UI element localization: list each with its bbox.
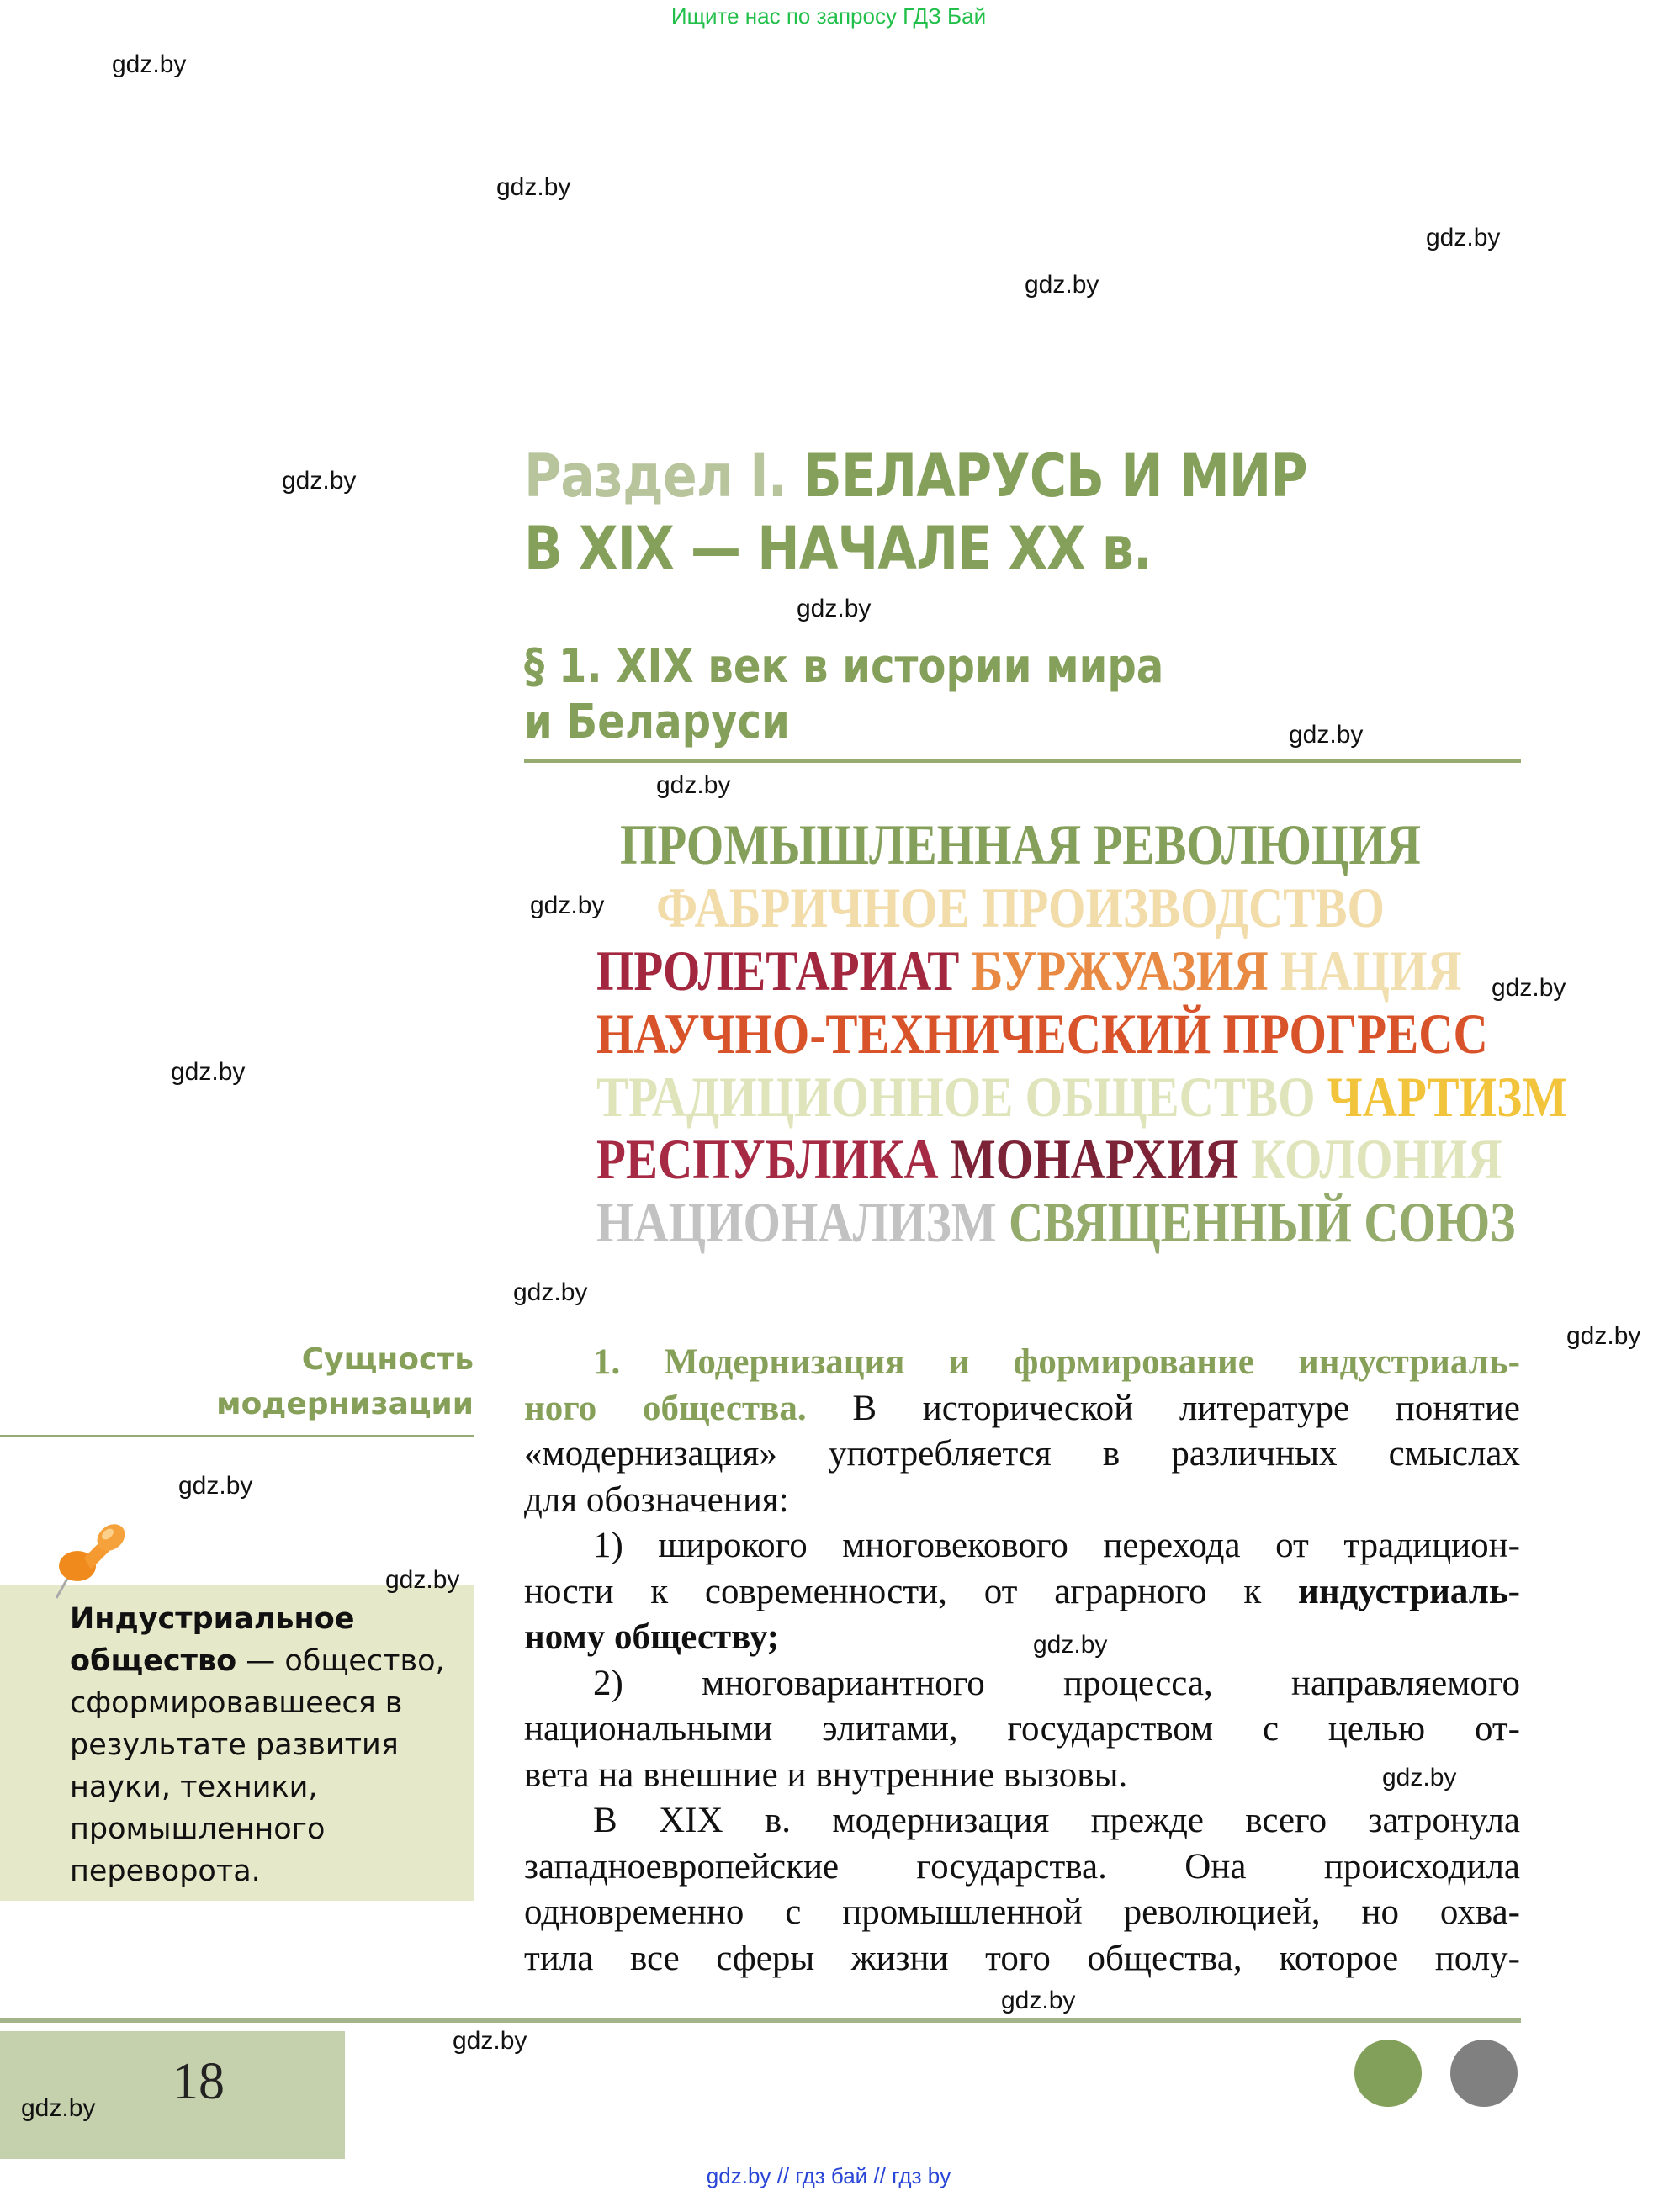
word-cloud-line — [596, 1190, 1516, 1254]
word-cloud-term: НАЦИОНАЛИЗМ — [596, 1190, 997, 1254]
page-number: 18 — [172, 2053, 225, 2110]
section-title-line2: В XIX — НАЧАЛЕ XX в. — [524, 514, 1152, 583]
watermark: gdz.by — [178, 1472, 253, 1500]
sidebar-divider — [0, 1435, 474, 1437]
watermark: gdz.by — [530, 892, 605, 919]
text-line: В XIX в. модернизация прежде всего затронула — [593, 1801, 1520, 1840]
sidebar-heading-line2: модернизации — [216, 1387, 474, 1421]
watermark: gdz.by — [282, 467, 357, 495]
paragraph-title-line1: § 1. XIX век в истории мира — [524, 639, 1164, 694]
subheading-end: ного общества. — [524, 1388, 807, 1428]
word-cloud-term: НАЦИЯ — [1280, 939, 1462, 1003]
bold-term: индустриаль- — [1298, 1571, 1520, 1611]
watermark: gdz.by — [1426, 224, 1501, 251]
text-line — [524, 1569, 1520, 1616]
word-cloud-term: ЧАРТИЗМ — [1327, 1065, 1568, 1129]
word-cloud-term: БУРЖУАЗИЯ — [971, 939, 1269, 1003]
watermark: gdz.by — [112, 50, 187, 78]
definition-text — [70, 1598, 465, 1892]
text-line: национальными элитами, государством с целью от- — [524, 1709, 1520, 1749]
bottom-links[interactable]: gdz.by // гдз бай // гдз by — [706, 2163, 951, 2188]
text-line: 1) широкого многовекового перехода от традицион- — [593, 1526, 1520, 1565]
green-circle-icon — [1354, 2040, 1422, 2107]
text-line: для обозначения: — [524, 1479, 789, 1520]
text-line: 2) многовариантного процесса, направляемого — [593, 1663, 1520, 1703]
definition-term: Индустриальное общество — [70, 1602, 355, 1678]
heading-divider — [524, 759, 1521, 763]
search-banner[interactable]: Ищите нас по запросу ГДЗ Бай — [670, 3, 987, 29]
text: В исторической литературе понятие — [806, 1388, 1520, 1428]
watermark: gdz.by — [496, 173, 571, 201]
paragraph-title-line2: и Беларуси — [524, 695, 790, 749]
bold-term: ному обществу; — [524, 1617, 780, 1657]
word-cloud-term: МОНАРХИЯ — [950, 1127, 1239, 1191]
section-prefix: Раздел I. — [524, 442, 787, 511]
word-cloud-line — [596, 1002, 1488, 1066]
section-title — [524, 442, 1307, 511]
word-cloud-term: НАУЧНО-ТЕХНИЧЕСКИЙ ПРОГРЕСС — [596, 1002, 1488, 1066]
watermark: gdz.by — [1289, 721, 1364, 749]
footer-divider — [0, 2018, 1521, 2023]
definition-body: — общество, сформировавшееся в результате развития науки, техники, промышленного переворота. — [70, 1644, 445, 1888]
body-text — [524, 1340, 1520, 1982]
watermark: gdz.by — [513, 1278, 588, 1306]
text-line: «модернизация» употребляется в различных смыслах — [524, 1434, 1520, 1474]
word-cloud-line — [596, 812, 1444, 876]
subheading: 1. Модернизация и формирование индустриаль- — [593, 1342, 1520, 1382]
word-cloud-term: ФАБРИЧНОЕ ПРОИЗВОДСТВО — [656, 876, 1385, 939]
watermark: gdz.by — [453, 2027, 527, 2055]
watermark: gdz.by — [1033, 1631, 1108, 1659]
word-cloud-line — [596, 876, 1444, 939]
watermark: gdz.by — [1025, 271, 1099, 299]
pushpin-icon — [52, 1514, 136, 1606]
section-title-line1: БЕЛАРУСЬ И МИР — [803, 442, 1307, 511]
word-cloud-term: ПРОЛЕТАРИАТ — [596, 939, 960, 1003]
watermark: gdz.by — [385, 1566, 460, 1594]
word-cloud-term: ТРАДИЦИОННОЕ ОБЩЕСТВО — [596, 1065, 1316, 1129]
watermark: gdz.by — [171, 1058, 246, 1086]
sidebar-heading-line1: Сущность — [301, 1342, 474, 1377]
text: ности к современности, от аграрного к — [524, 1571, 1299, 1611]
watermark: gdz.by — [656, 771, 731, 799]
gray-circle-icon — [1450, 2040, 1518, 2107]
word-cloud-line — [596, 1127, 1502, 1191]
word-cloud-term: ПРОМЫШЛЕННАЯ РЕВОЛЮЦИЯ — [619, 812, 1422, 876]
watermark: gdz.by — [1001, 1987, 1076, 2014]
watermark: gdz.by — [1492, 974, 1566, 1002]
watermark: gdz.by — [1566, 1322, 1641, 1350]
watermark: gdz.by — [797, 595, 872, 622]
word-cloud-term: РЕСПУБЛИКА — [596, 1127, 939, 1191]
text-line: одновременно с промышленной революцией, но охва- — [524, 1892, 1520, 1932]
text-line — [524, 1386, 1520, 1432]
watermark: gdz.by — [21, 2094, 96, 2122]
text-line: западноевропейские государства. Она происходила — [524, 1846, 1520, 1887]
word-cloud-line — [596, 1065, 1568, 1129]
watermark: gdz.by — [1382, 1764, 1457, 1791]
word-cloud-term: СВЯЩЕННЫЙ СОЮЗ — [1008, 1190, 1516, 1254]
word-cloud-line — [596, 939, 1462, 1003]
text-line: тила все сферы жизни того общества, которое полу- — [524, 1938, 1520, 1978]
text-line: вета на внешние и внутренние вызовы. — [524, 1754, 1128, 1795]
word-cloud-term: КОЛОНИЯ — [1250, 1127, 1502, 1191]
